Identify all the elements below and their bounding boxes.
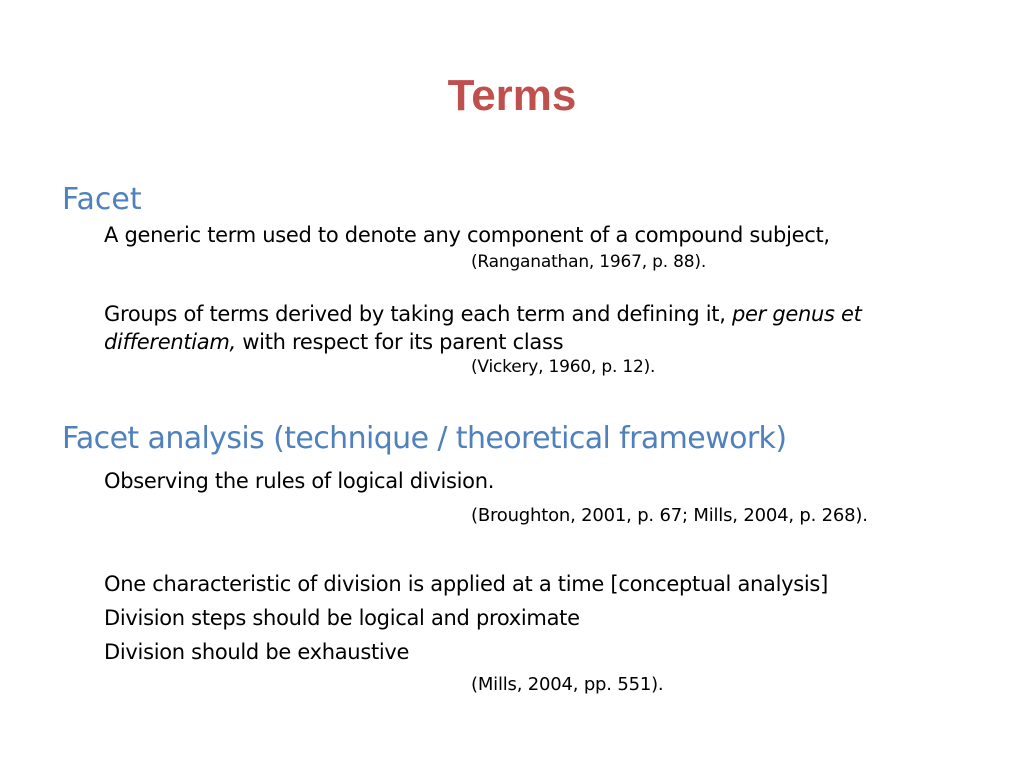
facet-heading: Facet <box>62 182 142 217</box>
facet-definition-2-line-2 <box>104 328 563 356</box>
facet-analysis-citation-1: (Broughton, 2001, p. 67; Mills, 2004, p. 268). <box>471 505 868 526</box>
facet-definition-2-line-1 <box>104 300 862 328</box>
facet-analysis-point-3: Division steps should be logical and proximate <box>104 606 580 630</box>
facet-definition-2-italic-a: per genus et <box>731 302 862 326</box>
facet-definition-2-italic-b: differentiam, <box>104 330 236 354</box>
slide-title: Terms <box>447 71 577 120</box>
facet-definition-1: A generic term used to denote any component of a compound subject, <box>104 223 830 247</box>
facet-definition-2-text-a: Groups of terms derived by taking each term and defining it, <box>104 302 732 326</box>
facet-analysis-citation-2: (Mills, 2004, pp. 551). <box>471 674 664 695</box>
facet-analysis-point-4: Division should be exhaustive <box>104 640 410 664</box>
facet-citation-2: (Vickery, 1960, p. 12). <box>471 357 656 377</box>
facet-definition-2-text-b: with respect for its parent class <box>235 330 564 354</box>
facet-citation-1: (Ranganathan, 1967, p. 88). <box>471 252 707 272</box>
facet-analysis-point-1: Observing the rules of logical division. <box>104 469 495 493</box>
facet-analysis-heading: Facet analysis (technique / theoretical framework) <box>62 421 787 456</box>
facet-analysis-point-2: One characteristic of division is applied at a time [conceptual analysis] <box>104 572 828 596</box>
